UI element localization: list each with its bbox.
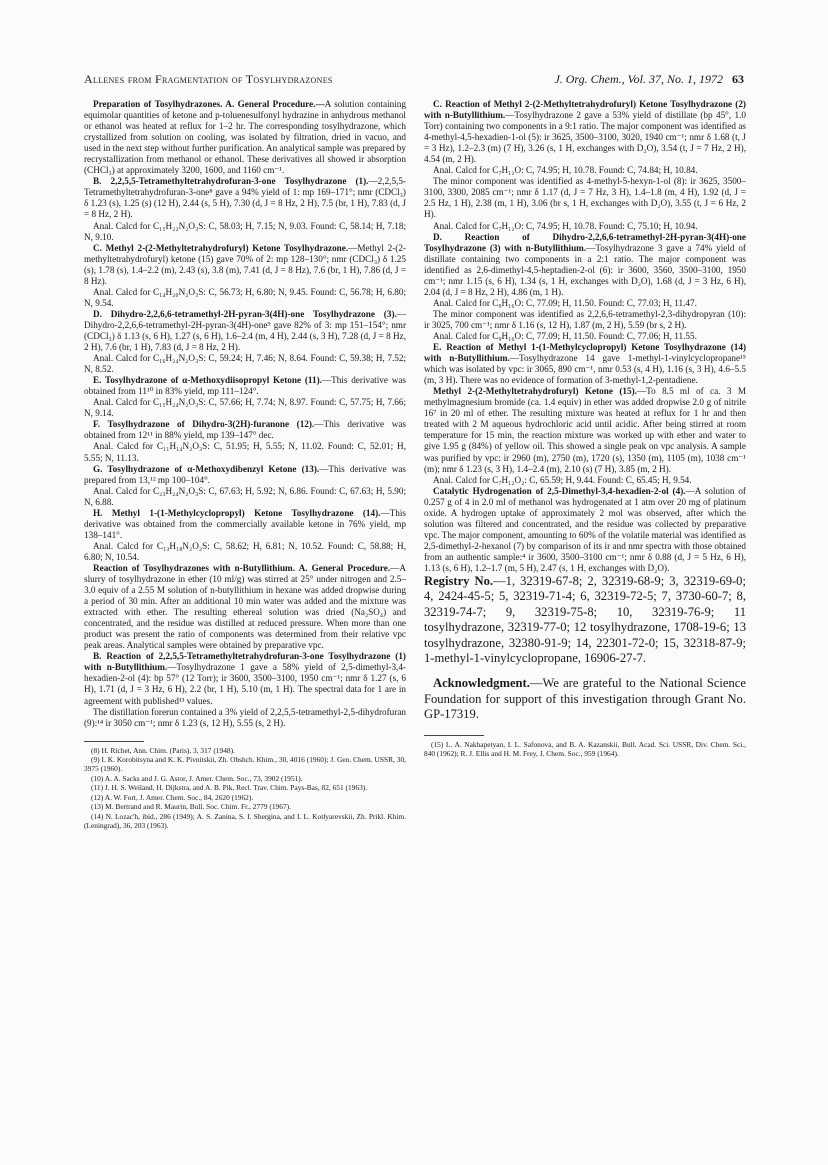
paragraph-text: —This derivative was obtained from 12¹¹ in 88% yield, mp 139–147° dec. bbox=[84, 419, 406, 441]
paragraph-text: Anal. Calcd for C₁₃H₁₈N₂O₂S: C, 58.62; H, 6.81; N, 10.52. Found: C, 58.88; H, 6.80; N, 10.54. bbox=[84, 540, 406, 562]
paragraph bbox=[424, 331, 746, 342]
paragraph-text: Anal. Calcd for C₉H₁₆O: C, 77.09; H, 11.50. Found: C, 77.06; H, 11.55. bbox=[433, 330, 697, 341]
footnote: (10) A. A. Sacks and J. G. Astor, J. Amer. Chem. Soc., 73, 3902 (1951). bbox=[91, 773, 303, 783]
paragraph bbox=[424, 176, 746, 220]
paragraph bbox=[84, 707, 406, 729]
paragraph-text: Anal. Calcd for C₂₃H₂₄N₂O₃S: C, 67.63; H, 5.92; N, 6.86. Found: C, 67.63; H, 5.90; N, 6.88. bbox=[84, 485, 406, 507]
paragraph-text: —This derivative was obtained from the commercially available ketone in 76% yield, mp 138–141°. bbox=[84, 507, 406, 540]
paragraph-text: —This derivative was prepared from 13,¹² mp 100–104°. bbox=[84, 463, 406, 485]
paragraph-text: —This derivative was obtained from 11¹⁰ in 83% yield, mp 111–124°. bbox=[84, 375, 406, 397]
paragraph-text: —Tosylhydrazone 2 gave a 53% yield of distillate (bp 45°, 1.0 Torr) containing two components in a 9:1 ratio. The major component was identified as 4-methyl-4,5-hexadien-1-ol (5): ir 3625, 3500–3100, 3020, 1940 cm⁻¹; nmr δ 1.68 (t, J = 3 Hz), 1.2–2.3 (m) (7 H), 3.26 (s, 1 H, exchanges with D₂O), 3.54 (t, J = 7 Hz, 2 H), 4.54 (m, 2 H). bbox=[424, 110, 746, 165]
paragraph bbox=[84, 397, 406, 419]
footnote: (11) J. H. S. Weiland, H. Dijkstra, and A. B. Pik, Recl. Trav. Chim. Pays-Bas, 82, 651 (1963). bbox=[91, 783, 368, 793]
paragraph-text: —A slurry of tosylhydrazone in ether (10 ml/g) was stirred at 25° under nitrogen and 2.5–3.0 equiv of a 2.55 M solution of n-butyllithium in hexane was added dropwise during a period of 30 min. After an additional 10 min water was added and the mixture was extracted with ether. The resulting ethereal solution was dried (Na₂SO₄) and concentrated, and the residue was distilled at reduced pressure. When more than one product was present the ratio of components was determined from their relative vpc peak areas. Analytical samples were obtained by preparative vpc. bbox=[84, 562, 406, 651]
paragraph-text: —Methyl 2-(2-methyltetrahydrofuryl) ketone (15) gave 70% of 2: mp 128–130°; nmr (CDCl₃) δ 1.25 (s), 1.78 (s), 1.4–2.2 (m), 2.43 (s), 3.8 (m), 7.41 (d, J = 8 Hz), 7.6 (br, 1 H), 7.86 (d, J = 8 Hz). bbox=[84, 242, 406, 286]
section-heading: E. Tosylhydrazone of α-Methoxydiisopropyl Ketone (11). bbox=[93, 375, 322, 386]
section-heading: Reaction of Tosylhydrazones with n-Butyllithium. A. General Procedure. bbox=[93, 562, 391, 573]
paragraph bbox=[84, 441, 406, 463]
paragraph bbox=[84, 508, 406, 541]
section-heading: B. 2,2,5,5-Tetramethyltetrahydrofuran-3-one Tosylhydrazone (1). bbox=[93, 176, 369, 187]
acknowledgment-label: Acknowledgment. bbox=[433, 676, 530, 691]
paragraph bbox=[84, 353, 406, 375]
paragraph-text: Anal. Calcd for C₇H₁₂O₂: C, 65.59; H, 9.44. Found: C, 65.45; H, 9.54. bbox=[433, 474, 692, 485]
paragraph bbox=[424, 232, 746, 298]
paragraph bbox=[424, 298, 746, 309]
paragraph bbox=[424, 309, 746, 331]
paragraph-text: —Tosylhydrazone 3 gave a 74% yield of distillate containing two components in a 2:1 ratio. The major component was identified as 2,6-dimethyl-4,5-heptadien-2-ol (6): ir 3600, 3560, 3500–3100, 1950 cm⁻¹; nmr 1.15 (s, 6 H), 1.34 (s, 1 H, exchanges with D₂O), 1.68 (d, J = 3 Hz, 6 H), 2.04 (d, J = 8 Hz, 2 H), 4.86 (m, 1 H). bbox=[424, 242, 746, 297]
paragraph bbox=[424, 475, 746, 486]
paragraph bbox=[84, 419, 406, 441]
paragraph bbox=[84, 99, 406, 176]
section-heading: C. Reaction of Methyl 2-(2-Methyltetrahydrofuryl) Ketone Tosylhydrazone (2) with n-Butyllithium. bbox=[424, 99, 746, 121]
footnote: (15) L. A. Nakhapetyan, I. L. Safonova, and B. A. Kazanskii, Bull. Acad. Sci. USSR, Div. Chem. Sci., 840 (1962); R. J. Ellis and H. M. Frey, J. Chem. Soc., 959 (1964). bbox=[424, 739, 746, 759]
acknowledgment-text: —We are grateful to the National Science Foundation for support of this investigation through Grant No. GP-17319. bbox=[424, 676, 746, 722]
registry-label: Registry No. bbox=[424, 574, 494, 589]
paragraph-text: Anal. Calcd for C₇H₁₂O: C, 74.95; H, 10.78. Found: C, 74.84; H, 10.84. bbox=[433, 165, 698, 176]
footnote: (12) A. W. Fort, J. Amer. Chem. Soc., 84, 2620 (1962). bbox=[91, 792, 254, 802]
paragraph-text: —Tosylhydrazone 14 gave 1-methyl-1-vinylcyclopropane¹⁵ which was isolated by vpc: ir 3065, 890 cm⁻¹, nmr 0.53 (s, 4 H), 1.16 (s, 3 H), 4.6–5.5 (m, 3 H). There was no evidence of formation of 3-methyl-1,2-pentadiene. bbox=[424, 353, 747, 386]
journal-name: J. Org. Chem., Vol. 37, No. 1, 1972 bbox=[554, 72, 723, 86]
section-heading: D. Dihydro-2,2,6,6-tetramethyl-2H-pyran-3(4H)-one Tosylhydrazone (3). bbox=[93, 308, 397, 319]
paragraph-text: The distillation forerun contained a 3% yield of 2,2,5,5-tetramethyl-2,5-dihydrofuran (9):¹⁴ ir 3050 cm⁻¹; nmr δ 1.23 (s, 12 H), 5.55 (s, 2 H). bbox=[84, 706, 406, 728]
paragraph-text: Anal. Calcd for C₁₆H₂₄N₂O₃S: C, 59.24; H, 7.46; N, 8.64. Found: C, 59.38; H, 7.52; N, 8.52. bbox=[84, 353, 406, 375]
paragraph bbox=[424, 486, 746, 574]
paragraph bbox=[424, 386, 746, 474]
paragraph bbox=[424, 165, 746, 176]
section-heading: E. Reaction of Methyl 1-(1-Methylcyclopropyl) Ketone Tosylhydrazone (14) with n-Butyllithium. bbox=[424, 342, 746, 364]
acknowledgment bbox=[424, 676, 746, 722]
paragraph bbox=[424, 342, 746, 386]
footnote-divider bbox=[424, 735, 484, 736]
footnote: (14) N. Lozac'h, ibid., 286 (1949); A. S. Zanina, S. I. Shergina, and I. L. Kotlyarevskii, Zh. Prikl. Khim. (Leningrad), 36, 203 (1963). bbox=[84, 811, 406, 830]
page-header bbox=[84, 72, 744, 87]
paragraph bbox=[424, 221, 746, 232]
paragraph bbox=[84, 243, 406, 287]
paragraph bbox=[84, 309, 406, 353]
paragraph-text: —2,2,5,5-Tetramethyltetrahydrofuran-3-one⁸ gave a 94% yield of 1: mp 169–171°; nmr (CDCl₃) δ 1.23 (s), 1.25 (s) (12 H), 2.44 (s, 5 H), 7.30 (d, J = 8 Hz, 2 H), 7.5 (br, 1 H), 7.83 (d, J = 8 Hz, 2 H). bbox=[84, 176, 406, 220]
running-head: Allenes from Fragmentation of Tosylhydrazones bbox=[84, 72, 333, 86]
registry-numbers bbox=[424, 574, 746, 666]
paragraph-text: Anal. Calcd for C₁₄H₂₀N₂O₃S: C, 56.73; H, 6.80; N, 9.45. Found: C, 56.78; H, 6.80; N, 9.54. bbox=[84, 286, 406, 308]
section-heading: C. Methyl 2-(2-Methyltetrahydrofuryl) Ketone Tosylhydrazone. bbox=[93, 242, 349, 253]
footnote: (8) H. Richet, Ann. Chim. (Paris), 3, 317 (1948). bbox=[91, 745, 235, 755]
section-heading: F. Tosylhydrazone of Dihydro-3(2H)-furanone (12). bbox=[93, 419, 315, 430]
right-column bbox=[424, 99, 746, 758]
paragraph-text: Anal. Calcd for C₁₅H₂₂N₂O₃S: C, 58.03; H, 7.15; N, 9.03. Found: C, 58.14; H, 7.18; N, 9.10. bbox=[84, 220, 406, 242]
paragraph bbox=[84, 287, 406, 309]
page-number: 63 bbox=[732, 72, 744, 86]
section-heading: Preparation of Tosylhydrazones. A. General Procedure.— bbox=[93, 99, 325, 109]
paragraph bbox=[424, 99, 746, 165]
paragraph-text: Anal. Calcd for C₇H₁₂O: C, 74.95; H, 10.78. Found: C, 75.10; H, 10.94. bbox=[433, 220, 698, 231]
paragraph bbox=[84, 563, 406, 651]
left-column bbox=[84, 99, 406, 830]
paragraph-text: —A solution of 0.257 g of 4 in 2.0 ml of methanol was hydrogenated at 1 atm over 20 mg of platinum oxide. A hydrogen uptake of approximately 2 mol was observed, after which the solution was filtered and concentrated, and the residue was collected by preparative vpc. The major component, amounting to 60% of the volatile material was identified as 2,5-dimethyl-2-hexanol (7) by comparison of its ir and nmr spectra with those obtained from an authentic sample:⁴ ir 3600, 3500–3100 cm⁻¹; nmr δ 0.88 (d, J = 5 Hz, 6 H), 1.13 (s, 6 H), 1.2–1.7 (m, 5 H), 2.47 (s, 1 H, exchanges with D₂O). bbox=[424, 485, 746, 573]
section-heading: Methyl 2-(2-Methyltetrahydrofuryl) Ketone (15). bbox=[433, 386, 637, 397]
paragraph-text: —Dihydro-2,2,6,6-tetramethyl-2H-pyran-3(4H)-one⁹ gave 82% of 3: mp 151–154°; nmr (CDCl₃) δ 1.13 (s, 6 H), 1.27 (s, 6 H), 1.6–2.4 (m, 4 H), 2.44 (s, 3 H), 7.28 (d, J = 8 Hz, 2 H), 7.6 (br, 1 H), 7.83 (d, J = 8 Hz, 2 H). bbox=[84, 308, 406, 353]
paragraph-text: —To 8.5 ml of ca. 3 M methylmagnesium bromide (ca. 1.4 equiv) in ether was added dropwise 2.0 g of nitrile 16⁷ in 20 ml of ether. The resulting mixture was heated at reflux for 1 hr and then treated with 2 M aqueous hydrochloric acid until acidic. After being stirred at room temperature for 15 min, the reaction mixture was worked up with ether and water to give 1.95 g (84%) of yellow oil. This showed a single peak on vpc analysis. A sample was purified by vpc: ir 2960 (m), 2750 (m), 1720 (s), 1350 (m), 1105 (m), 1038 cm⁻¹ (m); nmr δ 1.23 (s, 3 H), 1.4–2.4 (m), 2.10 (s) (7 H), 3.85 (m, 2 H). bbox=[424, 386, 746, 474]
section-heading: Catalytic Hydrogenation of 2,5-Dimethyl-3,4-hexadien-2-ol (4). bbox=[433, 485, 686, 496]
paragraph-text: —Tosylhydrazone 1 gave a 58% yield of 2,5-dimethyl-3,4-hexadien-2-ol (4): bp 57° (12 Torr); ir 3600, 3500–3100, 1950 cm⁻¹; nmr δ 1.27 (s, 6 H), 1.71 (d, J = 3 Hz, 6 H), 2.2 (br, 1 H), 5.10 (m, 1 H). The spectral data for 1 are in agreement with published¹³ values. bbox=[84, 662, 406, 706]
paragraph bbox=[84, 651, 406, 706]
paragraph bbox=[84, 176, 406, 220]
paragraph-text: The minor component was identified as 2,2,6,6-tetramethyl-2,3-dihydropyran (10): ir 3025, 700 cm⁻¹; nmr δ 1.16 (s, 12 H), 1.87 (m, 2 H), 5.59 (br s, 2 H). bbox=[424, 308, 746, 330]
paragraph bbox=[84, 541, 406, 563]
footnote: (13) M. Bertrand and R. Maurin, Bull. Soc. Chim. Fr., 2779 (1967). bbox=[91, 802, 291, 812]
section-heading: D. Reaction of Dihydro-2,2,6,6-tetramethyl-2H-pyran-3(4H)-one Tosylhydrazone (3) with n-Butyllithium. bbox=[424, 231, 746, 253]
paragraph bbox=[84, 464, 406, 486]
section-heading: G. Tosylhydrazone of α-Methoxydibenzyl Ketone (13). bbox=[93, 463, 320, 474]
paragraph bbox=[84, 486, 406, 508]
registry-text: —1, 32319-67-8; 2, 32319-68-9; 3, 32319-69-0; 4, 2424-45-5; 5, 32319-71-4; 6, 32319-72-5; 7, 3730-60-7; 8, 32319-74-7; 9, 32319-75-8; 10, 32319-76-9; 11 tosylhydrazone, 32319-77-0; 12 tosylhydrazone, 1708-19-6; 13 tosylhydrazone, 32380-91-9; 14, 22301-72-0; 15, 32318-87-9; 1-methyl-1-vinylcyclopropane, 16906-27-7. bbox=[424, 574, 746, 666]
paragraph bbox=[84, 221, 406, 243]
paragraph bbox=[84, 375, 406, 397]
paragraph-text: Anal. Calcd for C₁₁H₁₄N₂O₃S: C, 51.95; H, 5.55; N, 11.02. Found: C, 52.01; H, 5.55; N, 11.13. bbox=[84, 441, 406, 463]
paragraph-text: The minor component was identified as 4-methyl-5-hexyn-1-ol (8): ir 3625, 3500–3100, 3300, 2085 cm⁻¹; nmr δ 1.17 (d, J = 7 Hz, 3 H), 1.4–1.8 (m, 4 H), 1.92 (d, J = 2.5 Hz, 1 H), 2.38 (m, 1 H), 3.06 (br s, 1 H, exchanges with D₂O), 3.55 (t, J = 6 Hz, 2 H). bbox=[424, 176, 746, 220]
paragraph-text: A solution containing equimolar quantities of ketone and p-toluenesulfonyl hydrazine in anhydrous methanol or ethanol was heated at reflux for 1–2 hr. The corresponding tosylhydrazone, which crystallized from solution on cooling, was isolated by filtration, dried in vacuo, and used in the next step without further purification. An analytical sample was prepared by recrystallization from methanol or ethanol. These derivatives all showed ir absorption (CHCl₃) at approximately 3200, 1600, and 1160 cm⁻¹. bbox=[84, 99, 406, 176]
journal-citation bbox=[554, 72, 744, 87]
footnote-divider bbox=[84, 741, 144, 742]
paragraph-text: Anal. Calcd for C₁₅H₂₄N₂O₃S: C, 57.66; H, 7.74; N, 8.97. Found: C, 57.75; H, 7.66; N, 9.14. bbox=[84, 397, 406, 419]
paragraph-text: Anal. Calcd for C₉H₁₆O: C, 77.09; H, 11.50. Found: C, 77.03; H, 11.47. bbox=[433, 297, 697, 308]
section-heading: B. Reaction of 2,2,5,5-Tetramethyltetrahydrofuran-3-one Tosylhydrazone (1) with n-Butyllithium. bbox=[84, 651, 406, 673]
footnote: (9) I. K. Korobitsyna and K. K. Pivnitskii, Zh. Obshch. Khim., 30, 4016 (1960); J. Gen. Chem. USSR, 30, 3975 (1960). bbox=[84, 755, 406, 774]
section-heading: H. Methyl 1-(1-Methylcyclopropyl) Ketone Tosylhydrazone (14). bbox=[93, 507, 381, 518]
